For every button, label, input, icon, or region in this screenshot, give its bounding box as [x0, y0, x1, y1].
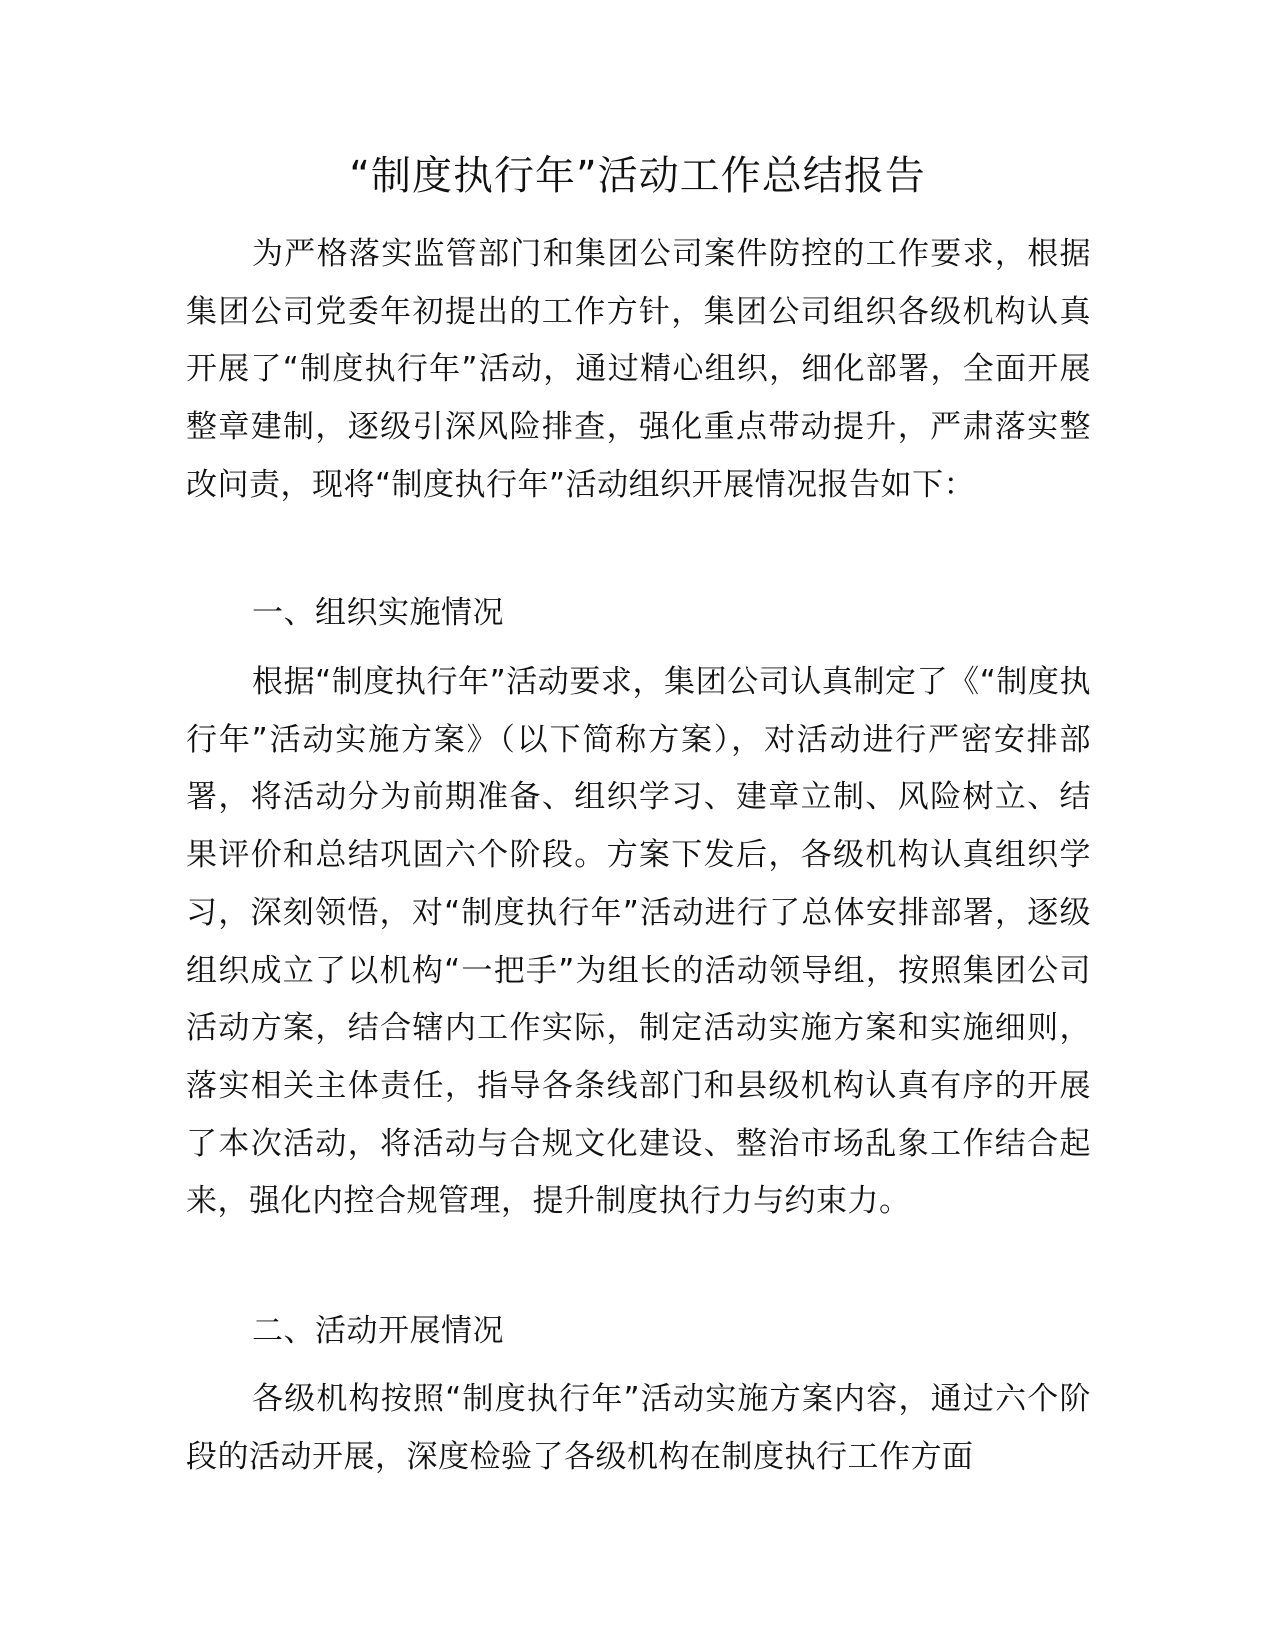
organization-paragraph: 根据“制度执行年”活动要求，集团公司认真制定了《“制度执行年”活动实施方案》（以下简称方案），对活动进行严密安排部署，将活动分为前期准备、组织学习、建章立制、风险树立、结果评价和总结巩固六个阶段。方案下发后，各级机构认真组织学习，深刻领悟，对“制度执行年”活动进行了总体安排部署，逐级组织成立了以机构“一把手”为组长的活动领导组，按照集团公司活动方案，结合辖内工作实际，制定活动实施方案和实施细则，落实相关主体责任，指导各条线部门和县级机构认真有序的开展了本次活动，将活动与合规文化建设、整治市场乱象工作结合起来，强化内控合规管理，提升制度执行力与约束力。	[186, 664, 1091, 1220]
section-heading-organization: 一、组织实施情况	[252, 595, 504, 631]
intro-paragraph: 为严格落实监管部门和集团公司案件防控的工作要求，根据集团公司党委年初提出的工作方针，集团公司组织各级机构认真开展了“制度执行年”活动，通过精心组织，细化部署，全面开展整章建制，逐级引深风险排查，强化重点带动提升，严肃落实整改问责，现将“制度执行年”活动组织开展情况报告如下：	[186, 236, 1091, 503]
document-title: “制度执行年”活动工作总结报告	[349, 153, 926, 199]
activities-paragraph: 各级机构按照“制度执行年”活动实施方案内容，通过六个阶段的活动开展，深度检验了各级机构在制度执行工作方面	[186, 1381, 1091, 1475]
section-heading-activities: 二、活动开展情况	[252, 1313, 504, 1349]
